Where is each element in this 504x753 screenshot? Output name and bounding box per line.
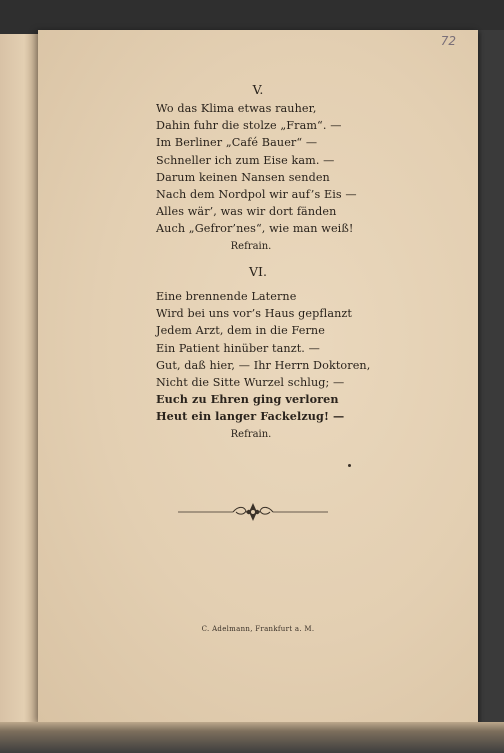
stanza-6-line: Heut ein langer Fackelzug! — — [156, 409, 345, 424]
pencil-page-number: 72 — [440, 34, 456, 48]
scan-background-top — [0, 0, 504, 34]
stanza-5-line: Darum keinen Nansen senden — [156, 170, 330, 184]
stanza-5-refrain: Refrain. — [230, 240, 272, 252]
stanza-6 — [156, 288, 416, 443]
fleuron-divider-icon — [178, 500, 328, 524]
stanza-6-line: Jedem Arzt, dem in die Ferne — [156, 324, 325, 338]
stanza-5-line: Wo das Klima etwas rauher, — [156, 102, 317, 115]
scan-background-right — [478, 30, 504, 753]
facing-page-edge — [0, 34, 40, 753]
stanza-6-line: Euch zu Ehren ging verloren — [156, 392, 339, 407]
stanza-5-line: Im Berliner „Café Bauer“ — — [156, 136, 318, 150]
stanza-5-line: Dahin fuhr die stolze „Fram“. — — [156, 119, 342, 133]
book-page — [38, 30, 478, 722]
stanza-6-line: Wird bei uns vor’s Haus gepflanzt — [156, 307, 352, 321]
stanza-5-line: Schneller ich zum Eise kam. — — [156, 153, 335, 167]
scan-background-bottom — [0, 722, 504, 753]
stanza-5-line: Auch „Gefror’nes“, wie man weiß! — [156, 222, 354, 236]
printer-imprint: C. Adelmann, Frankfurt a. M. — [201, 625, 315, 633]
stanza-5-heading: V. — [252, 82, 264, 97]
stanza-5 — [156, 100, 416, 255]
stanza-5-line: Nach dem Nordpol wir auf’s Eis — — [156, 188, 357, 202]
stanza-6-line: Ein Patient hinüber tanzt. — — [156, 341, 320, 355]
stanza-6-line: Nicht die Sitte Wurzel schlug; — — [156, 376, 345, 390]
stanza-6-line: Eine brennende Laterne — [156, 290, 297, 303]
stanza-6-refrain: Refrain. — [230, 428, 272, 440]
stanza-5-line: Alles wär’, was wir dort fänden — [156, 205, 337, 219]
stanza-6-heading: VI. — [249, 264, 267, 279]
ink-speck — [348, 464, 351, 467]
stanza-6-line: Gut, daß hier, — Ihr Herrn Doktoren, — [156, 358, 371, 372]
